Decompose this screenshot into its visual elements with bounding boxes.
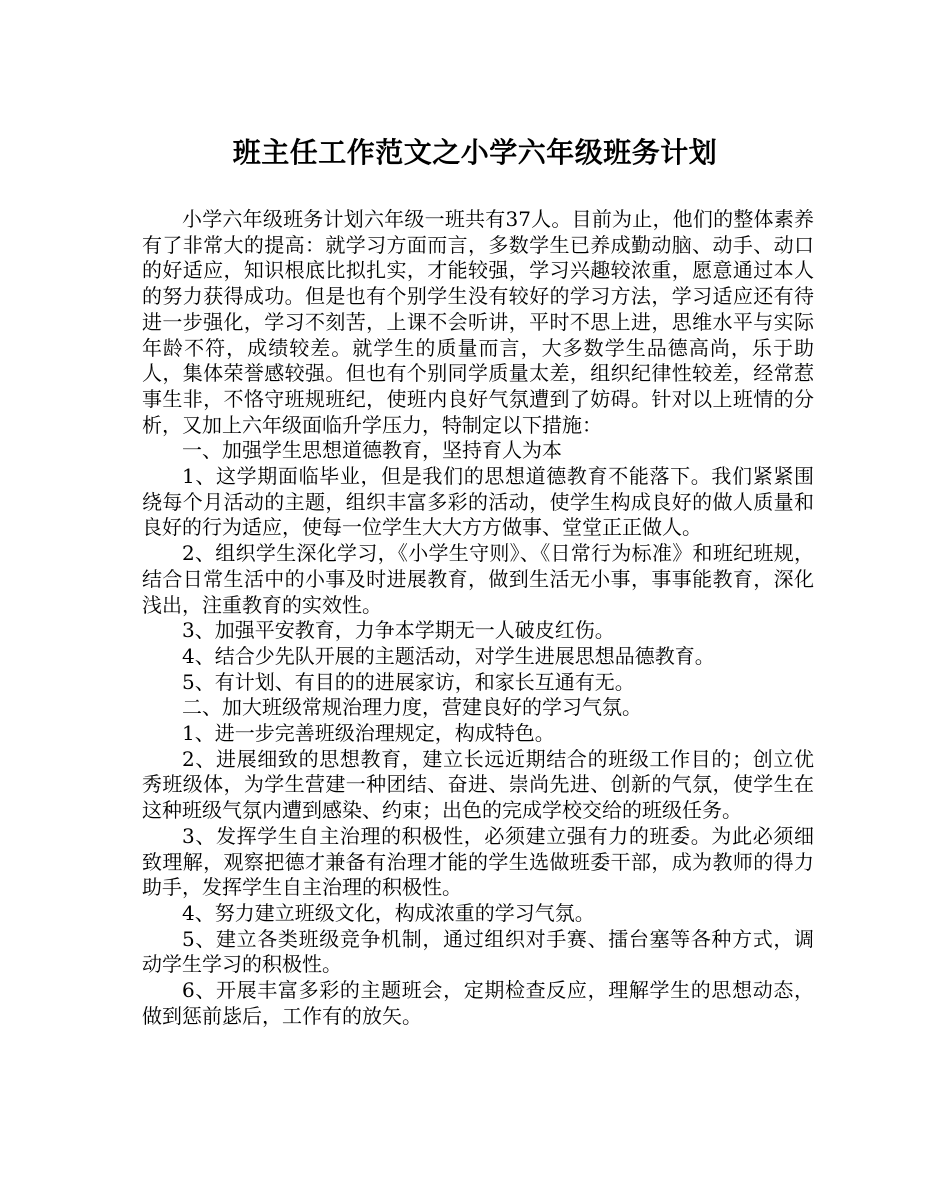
section-heading: 一、加强学生思想道德教育，坚持育人为本 (182, 438, 562, 463)
body-paragraph: 6、开展丰富多彩的主题班会，定期检查反应，理解学生的思想动态，做到惩前毖后，工作有的放矢。 (142, 978, 814, 1028)
body-paragraph: 4、结合少先队开展的主题活动，对学生进展思想品德教育。 (182, 643, 715, 668)
section-heading: 二、加大班级常规治理力度，营建良好的学习气氛。 (182, 695, 642, 720)
body-paragraph: 5、有计划、有目的的进展家访，和家长互通有无。 (182, 669, 635, 694)
body-paragraph: 2、进展细致的思想教育，建立长远近期结合的班级工作目的；创立优秀班级体，为学生营建一种团结、奋进、崇尚先进、创新的气氛，使学生在这种班级气氛内遭到感染、约束；出色的完成学校交给的班级任务。 (142, 746, 814, 823)
body-paragraph: 5、建立各类班级竞争机制，通过组织对手赛、擂台塞等各种方式，调动学生学习的积极性。 (142, 926, 814, 977)
body-paragraph: 3、加强平安教育，力争本学期无一人破皮红伤。 (182, 618, 615, 643)
body-paragraph: 小学六年级班务计划六年级一班共有37人。目前为止，他们的整体素养有了非常大的提高：就学习方面而言，多数学生已养成勤动脑、动手、动口的好适应，知识根底比拟扎实，才能较强，学习兴趣较浓重，愿意通过本人的努力获得成功。但是也有个别学生没有较好的学习方法，学习适应还有待进一步强化，学习不刻苦，上课不会听讲，平时不思上进，思维水平与实际年龄不符，成绩较差。就学生的质量而言，大多数学生品德高尚，乐于助人，集体荣誉感较强。但也有个别同学质量太差，组织纪律性较差，经常惹事生非，不恪守班规班纪，使班内良好气氛遭到了妨碍。针对以上班情的分析，又加上六年级面临升学压力，特制定以下措施： (142, 207, 814, 437)
body-paragraph: 3、发挥学生自主治理的积极性，必须建立强有力的班委。为此必须细致理解，观察把德才兼备有治理才能的学生选做班委干部，成为教师的得力助手，发挥学生自主治理的积极性。 (142, 823, 814, 900)
body-paragraph: 1、进一步完善班级治理规定，构成特色。 (182, 721, 555, 746)
document-title: 班主任工作范文之小学六年级班务计划 (232, 136, 718, 169)
body-paragraph: 4、努力建立班级文化，构成浓重的学习气氛。 (182, 900, 595, 925)
document-body (142, 207, 814, 1030)
body-paragraph: 1、这学期面临毕业，但是我们的思想道德教育不能落下。我们紧紧围绕每个月活动的主题，组织丰富多彩的活动，使学生构成良好的做人质量和良好的行为适应，使每一位学生大大方方做事、堂堂正正做人。 (142, 464, 814, 540)
body-paragraph: 2、组织学生深化学习，《小学生守则》、《日常行为标准》和班纪班规，结合日常生活中的小事及时进展教育，做到生活无小事，事事能教育，深化浅出，注重教育的实效性。 (142, 541, 814, 617)
